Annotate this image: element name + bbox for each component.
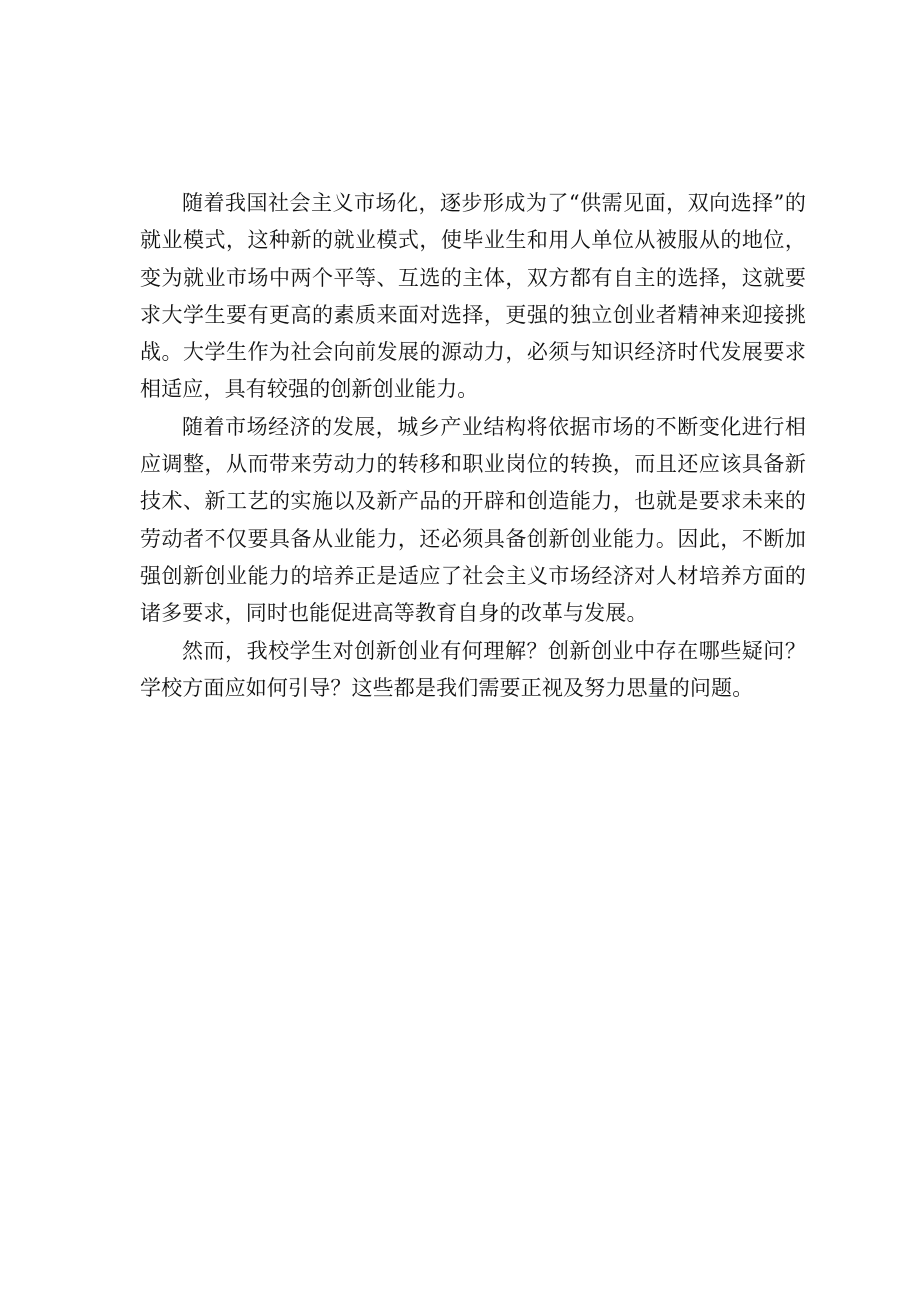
document-body — [140, 185, 806, 707]
paragraph-2: 随着市场经济的发展，城乡产业结构将依据市场的不断变化进行相应调整，从而带来劳动力的转移和职业岗位的转换，而且还应该具备新技术、新工艺的实施以及新产品的开辟和创造能力，也就是要求未来的劳动者不仅要具备从业能力，还必须具备创新创业能力。因此，不断加强创新创业能力的培养正是适应了社会主义市场经济对人材培养方面的诸多要求，同时也能促进高等教育自身的改革与发展。 — [140, 414, 806, 626]
paragraph-1: 随着我国社会主义市场化，逐步形成为了“供需见面，双向选择”的就业模式，这种新的就业模式，使毕业生和用人单位从被服从的地位，变为就业市场中两个平等、互选的主体，双方都有自主的选择，这就要求大学生要有更高的素质来面对选择，更强的独立创业者精神来迎接挑战。大学生作为社会向前发展的源动力，必须与知识经济时代发展要求相适应，具有较强的创新创业能力。 — [140, 191, 806, 402]
paragraph-3: 然而，我校学生对创新创业有何理解？创新创业中存在哪些疑问？学校方面应如何引导？这些都是我们需要正视及努力思量的问题。 — [140, 638, 806, 700]
